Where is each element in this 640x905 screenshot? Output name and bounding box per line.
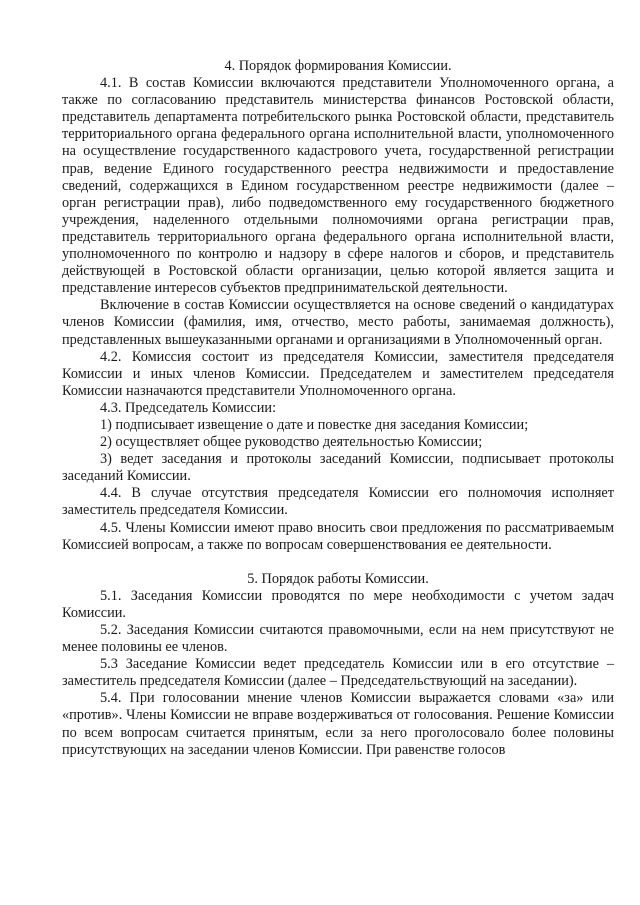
paragraph-5-2: 5.2. Заседания Комиссии считаются правомочными, если на нем присутствуют не менее половины ее членов. (62, 622, 614, 656)
section-gap (62, 554, 614, 571)
paragraph-5-4: 5.4. При голосовании мнение членов Комиссии выражается словами «за» или «против». Члены Комиссии не вправе воздерживаться от голосования. Решение Комиссии по всем вопросам считается принятым, если за него проголосовало более половины присутствующих на заседании членов Комиссии. При равенстве голосов (62, 690, 614, 758)
paragraph-4-1: 4.1. В состав Комиссии включаются представители Уполномоченного органа, а также по согласованию представитель министерства финансов Ростовской области, представитель департамента потребительского рынка Ростовской области, представитель территориального органа федерального органа исполнительной власти, уполномоченного на осуществление государственного кадастрового учета, государственной регистрации прав, ведение Единого государственного реестра недвижимости и предоставление сведений, содержащихся в Едином государственном реестре недвижимости (далее – орган регистрации прав), либо подведомственного ему государственного бюджетного учреждения, наделенного отдельными полномочиями органа регистрации прав, представитель территориального органа федерального органа исполнительной власти, уполномоченного по контролю и надзору в сфере налогов и сборов, и представитель действующей в Ростовской области организации, целью которой является защита и представление интересов субъектов предпринимательской деятельности. (62, 75, 614, 297)
paragraph-5-1: 5.1. Заседания Комиссии проводятся по мере необходимости с учетом задач Комиссии. (62, 587, 614, 621)
document-page (62, 58, 614, 759)
section-5-title: 5. Порядок работы Комиссии. (247, 570, 429, 587)
paragraph-4-1-inclusion: Включение в состав Комиссии осуществляется на основе сведений о кандидатурах членов Комиссии (фамилия, имя, отчество, место работы, занимаемая должность), представленных вышеуказанными органами и организациями в Уполномоченный орган. (62, 297, 614, 348)
paragraph-5-3: 5.3 Заседание Комиссии ведет председатель Комиссии или в его отсутствие – заместитель председателя Комиссии (далее – Председательствующий на заседании). (62, 656, 614, 690)
paragraph-4-3-item-1: 1) подписывает извещение о дате и повестке дня заседания Комиссии; (100, 416, 529, 433)
paragraph-4-3: 4.3. Председатель Комиссии: (100, 399, 277, 416)
paragraph-4-3-item-3: 3) ведет заседания и протоколы заседаний Комиссии, подписывает протоколы заседаний Комиссии. (62, 451, 614, 485)
section-4-title: 4. Порядок формирования Комиссии. (224, 58, 452, 74)
paragraph-4-2: 4.2. Комиссия состоит из председателя Комиссии, заместителя председателя Комиссии и иных членов Комиссии. Председателем и заместителем председателя Комиссии назначаются представители Уполномоченного органа. (62, 348, 614, 399)
paragraph-4-5: 4.5. Члены Комиссии имеют право вносить свои предложения по рассматриваемым Комиссией вопросам, а также по вопросам совершенствования ее деятельности. (62, 519, 614, 553)
paragraph-4-4: 4.4. В случае отсутствия председателя Комиссии его полномочия исполняет заместитель председателя Комиссии. (62, 485, 614, 519)
paragraph-4-3-item-2: 2) осуществляет общее руководство деятельностью Комиссии; (100, 434, 483, 451)
